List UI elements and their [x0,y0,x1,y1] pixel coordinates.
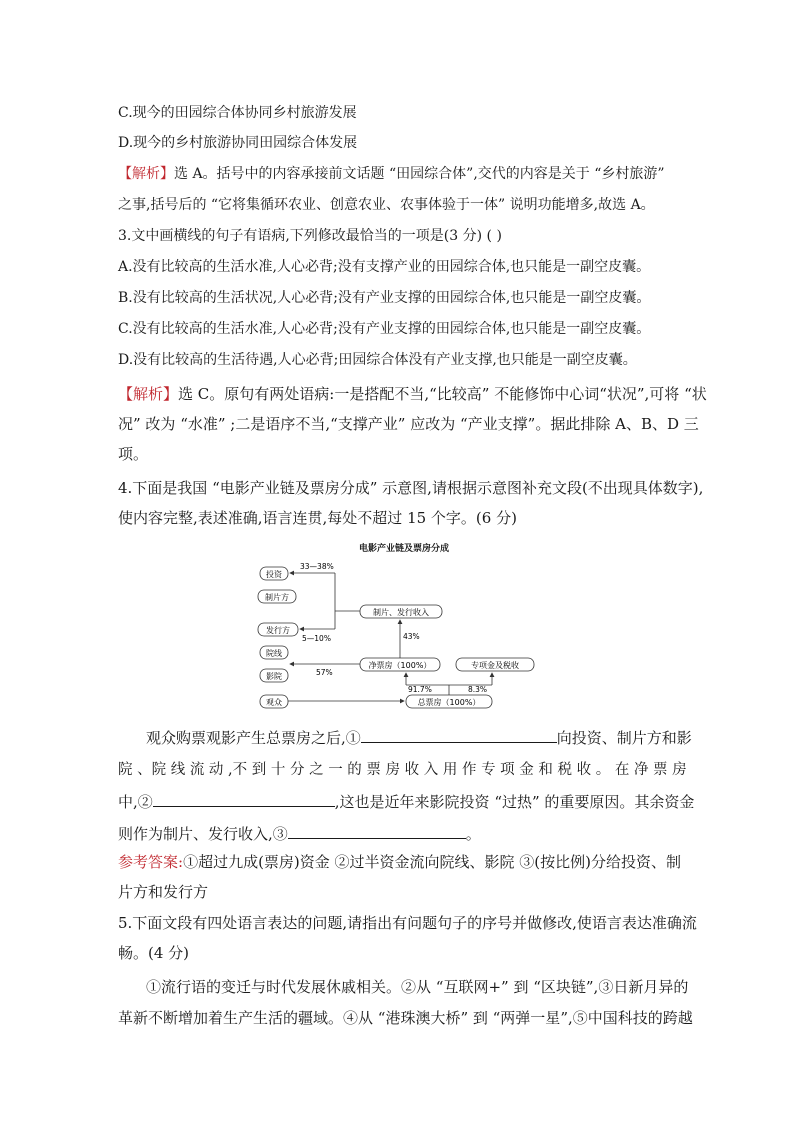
film-industry-diagram [250,535,550,715]
svg-text:净票房（100%）: 净票房（100%） [368,661,432,670]
label-57: 57% [316,668,333,677]
svg-text:专项金及税收: 专项金及税收 [471,661,519,670]
q5-para-line1: ①流行语的变迁与时代发展休戚相关。②从 “互联网+” 到 “区块链”,③日新月异的 [146,978,689,996]
q3-analysis-line3: 项。 [118,445,149,463]
blank-2[interactable] [153,792,335,807]
label-83: 8.3% [468,685,488,694]
box-producer [258,590,296,603]
svg-text:观众: 观众 [266,698,282,707]
box-special-fund [456,658,534,671]
q4-answer-line2: 片方和发行方 [118,883,209,901]
para-text: ,这也是近年来影院投资 “过热” 的重要原因。其余资金 [334,793,695,811]
q3-option-c: C.没有比较高的生活水准,人心必背;没有产业支撑的田园综合体,也只能是一副空皮囊。 [118,321,651,337]
box-invest [260,567,288,580]
q4-stem-line2: 使内容完整,表述准确,语言连贯,每处不超过 15 个字。(6 分) [118,509,517,527]
para-text: 则作为制片、发行收入,③ [118,825,288,843]
q3-analysis-line2: 况” 改为 “水准” ;二是语序不当,“支撑产业” 应改为 “产业支撑”。据此排除 A、B、D 三 [118,415,699,433]
q4-para-line4 [118,818,676,850]
box-total-box-office [406,695,492,708]
label-33-38: 33—38% [300,562,334,571]
analysis-text: 选 C。原句有两处语病:一是搭配不当,“比较高” 不能修饰中心词“状况”,可将 “状 [178,385,707,403]
para-text: 观众购票观影产生总票房之后,① [146,729,361,747]
q3-stem: 3.文中画横线的句子有语病,下列修改最恰当的一项是(3 分) ( ) [118,228,502,244]
analysis-text: 选 A。括号中的内容承接前文话题 “田园综合体”,交代的内容是关于 “乡村旅游” [174,166,665,182]
box-net-box-office [360,658,440,671]
svg-text:院线: 院线 [266,649,282,658]
label-43: 43% [403,632,420,641]
box-distributor [258,623,298,636]
para-text: 向投资、制片方和影 [556,729,692,747]
analysis-label: 【解析】 [118,166,174,182]
q2-analysis-line1 [118,164,665,184]
q4-para-line1 [146,722,692,754]
svg-text:总票房（100%）: 总票房（100%） [417,698,481,707]
answer-text: ①超过九成(票房)资金 ②过半资金流向院线、影院 ③(按比例)分给投资、制 [183,853,682,871]
q2-analysis-line2: 之事,括号后的 “它将集循环农业、创意农业、农事体验于一体” 说明功能增多,故选 A。 [118,197,655,213]
label-5-10: 5—10% [302,634,331,643]
svg-text:制片方: 制片方 [265,593,289,602]
q4-para-line3 [118,786,695,818]
q4-para-line2: 院 、院 线 流 动 ,不 到 十 分 之 一 的 票 房 收 入 用 作 专 项 金 和 税 收 。 在 净 票 房 [118,762,687,778]
answer-label: 参考答案: [118,853,184,871]
q3-option-b: B.没有比较高的生活状况,人心必背;没有产业支撑的田园综合体,也只能是一副空皮囊。 [118,290,651,306]
blank-3[interactable] [288,824,466,839]
q4-stem-line1: 4.下面是我国 “电影产业链及票房分成” 示意图,请根据示意图补充文段(不出现具体数字), [118,479,704,497]
box-cinema [260,669,288,682]
box-chain [260,646,288,659]
q4-answer-line1 [118,852,681,872]
para-text: 。 [465,825,481,843]
box-audience [260,695,288,708]
label-917: 91.7% [408,685,432,694]
blank-1[interactable] [361,728,557,743]
svg-text:制片、发行收入: 制片、发行收入 [373,608,429,617]
q3-option-d: D.没有比较高的生活待遇,人心必背;田园综合体没有产业支撑,也只能是一副空皮囊。 [118,352,637,368]
q5-stem-line2: 畅。(4 分) [118,944,190,962]
diagram-title: 电影产业链及票房分成 [358,544,450,554]
q2-option-d: D.现今的乡村旅游协同田园综合体发展 [118,135,358,151]
q2-option-c: C.现今的田园综合体协同乡村旅游发展 [118,105,357,121]
q5-para-line2: 革新不断增加着生产生活的疆域。④从 “港珠澳大桥” 到 “两弹一星”,⑤中国科技的跨越 [118,1009,693,1027]
q5-stem-line1: 5.下面文段有四处语言表达的问题,请指出有问题句子的序号并做修改,使语言表达准确流 [118,914,697,932]
q3-analysis-line1 [118,384,707,404]
q3-option-a: A.没有比较高的生活水准,人心必背;没有支撑产业的田园综合体,也只能是一副空皮囊。 [118,259,651,275]
svg-text:投资: 投资 [266,570,282,579]
svg-text:发行方: 发行方 [266,626,290,635]
box-production-income [360,605,442,618]
svg-text:影院: 影院 [266,672,282,681]
para-text: 中,② [118,793,153,811]
analysis-label: 【解析】 [118,385,179,403]
